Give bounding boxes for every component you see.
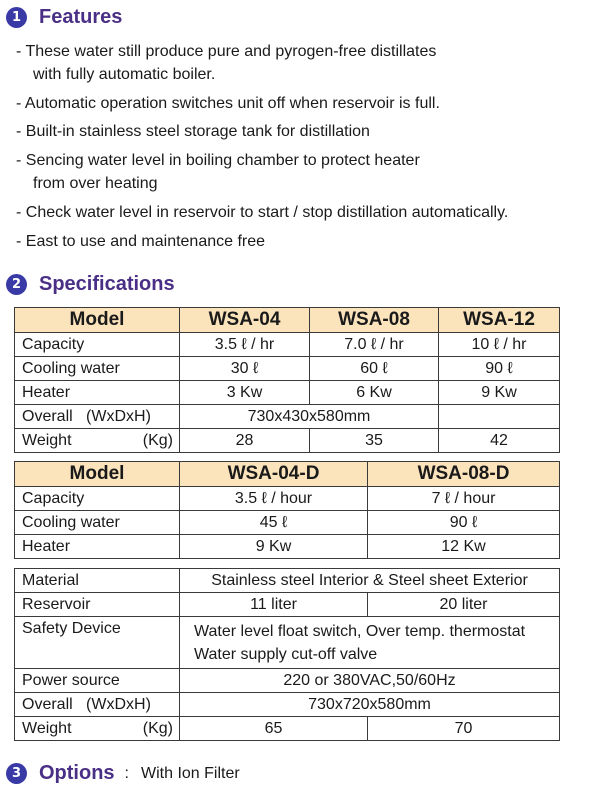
overall-row xyxy=(15,693,560,717)
row-label xyxy=(15,429,180,453)
cell-value: 220 or 380VAC,50/60Hz xyxy=(180,669,560,693)
feature-item xyxy=(16,201,596,224)
model-row xyxy=(15,462,560,487)
cell-value: 730x720x580mm xyxy=(180,693,560,717)
feature-text: - Sencing water level in boiling chamber to protect heater xyxy=(16,152,420,170)
row-label xyxy=(15,717,180,741)
spec-table-common xyxy=(14,568,560,741)
cell-value: 30 ℓ xyxy=(180,357,310,381)
cell-value: 3.5 ℓ / hour xyxy=(180,487,368,511)
specifications-heading xyxy=(6,273,175,296)
model-name: WSA-12 xyxy=(439,308,560,333)
row-label: Reservoir xyxy=(15,593,180,617)
row-label: Material xyxy=(15,569,180,593)
heater-row xyxy=(15,535,560,559)
row-label: Capacity xyxy=(15,487,180,511)
feature-text: - Check water level in reservoir to start / stop distillation automatically. xyxy=(16,203,509,221)
feature-item xyxy=(16,149,596,196)
cell-value: 10 ℓ / hr xyxy=(439,333,560,357)
feature-text: - East to use and maintenance free xyxy=(16,232,266,250)
reservoir-row xyxy=(15,593,560,617)
weight-row xyxy=(15,717,560,741)
model-label: Model xyxy=(15,462,180,487)
row-label-text: Overall xyxy=(22,407,73,425)
model-name: WSA-08-D xyxy=(368,462,560,487)
row-unit: (WxDxH) xyxy=(86,695,151,713)
cell-value: Stainless steel Interior & Steel sheet Exterior xyxy=(180,569,560,593)
cell-value: 28 xyxy=(180,429,310,453)
row-label: Capacity xyxy=(15,333,180,357)
model-label: Model xyxy=(15,308,180,333)
features-list xyxy=(16,40,596,258)
cell-value: 6 Kw xyxy=(310,381,439,405)
feature-text: - Automatic operation switches unit off when reservoir is full. xyxy=(16,94,440,112)
capacity-row xyxy=(15,487,560,511)
cell-value: 90 ℓ xyxy=(439,357,560,381)
feature-text-cont: from over heating xyxy=(33,175,158,193)
heater-row xyxy=(15,381,560,405)
features-heading xyxy=(6,6,122,29)
specifications-title: Specifications xyxy=(39,273,175,295)
spec-table-wsa xyxy=(14,307,560,453)
feature-item xyxy=(16,92,596,115)
cell-value: 35 xyxy=(310,429,439,453)
feature-item xyxy=(16,230,596,253)
options-heading xyxy=(6,762,240,785)
model-name: WSA-08 xyxy=(310,308,439,333)
cell-value: 90 ℓ xyxy=(368,511,560,535)
section-number-badge: 2 xyxy=(6,274,27,295)
cell-value: 730x430x580mm xyxy=(180,405,439,429)
cell-value xyxy=(180,617,560,669)
safety-row xyxy=(15,617,560,669)
row-label-text: Weight xyxy=(22,431,72,449)
model-name: WSA-04-D xyxy=(180,462,368,487)
row-label: Power source xyxy=(15,669,180,693)
row-label: Safety Device xyxy=(15,617,180,669)
cell-value: 70 xyxy=(368,717,560,741)
cell-value: 9 Kw xyxy=(439,381,560,405)
cell-value: 20 liter xyxy=(368,593,560,617)
cell-value: 7.0 ℓ / hr xyxy=(310,333,439,357)
cell-value: 12 Kw xyxy=(368,535,560,559)
row-unit: (Kg) xyxy=(142,431,173,449)
empty-cell xyxy=(439,405,560,429)
cooling-row xyxy=(15,511,560,535)
cell-value: 3 Kw xyxy=(180,381,310,405)
row-label: Heater xyxy=(15,535,180,559)
feature-item xyxy=(16,40,596,87)
safety-line: Water level float switch, Over temp. thermostat xyxy=(194,622,526,640)
weight-row xyxy=(15,429,560,453)
cell-value: 11 liter xyxy=(180,593,368,617)
power-row xyxy=(15,669,560,693)
cell-value: 60 ℓ xyxy=(310,357,439,381)
overall-row xyxy=(15,405,560,429)
spec-table-wsa-d xyxy=(14,461,560,559)
options-value: With Ion Filter xyxy=(141,764,240,782)
capacity-row xyxy=(15,333,560,357)
feature-text-cont: with fully automatic boiler. xyxy=(33,66,216,84)
row-unit: (WxDxH) xyxy=(86,407,151,425)
row-label-text: Overall xyxy=(22,695,73,713)
row-unit: (Kg) xyxy=(142,719,173,737)
row-label xyxy=(15,405,180,429)
row-label: Cooling water xyxy=(15,511,180,535)
row-label: Heater xyxy=(15,381,180,405)
cell-value: 42 xyxy=(439,429,560,453)
material-row xyxy=(15,569,560,593)
feature-item xyxy=(16,120,596,143)
cell-value: 7 ℓ / hour xyxy=(368,487,560,511)
options-colon: : xyxy=(124,764,129,782)
cell-value: 3.5 ℓ / hr xyxy=(180,333,310,357)
row-label xyxy=(15,693,180,717)
feature-text: - Built-in stainless steel storage tank for distillation xyxy=(16,123,370,141)
row-label: Cooling water xyxy=(15,357,180,381)
section-number-badge: 1 xyxy=(6,7,27,28)
model-row xyxy=(15,308,560,333)
cooling-row xyxy=(15,357,560,381)
section-number-badge: 3 xyxy=(6,763,27,784)
feature-text: - These water still produce pure and pyrogen-free distillates xyxy=(16,43,437,60)
options-title: Options xyxy=(39,762,115,784)
safety-line: Water supply cut-off valve xyxy=(194,645,378,663)
cell-value: 65 xyxy=(180,717,368,741)
features-title: Features xyxy=(39,6,123,28)
row-label-text: Weight xyxy=(22,719,72,737)
model-name: WSA-04 xyxy=(180,308,310,333)
cell-value: 45 ℓ xyxy=(180,511,368,535)
cell-value: 9 Kw xyxy=(180,535,368,559)
